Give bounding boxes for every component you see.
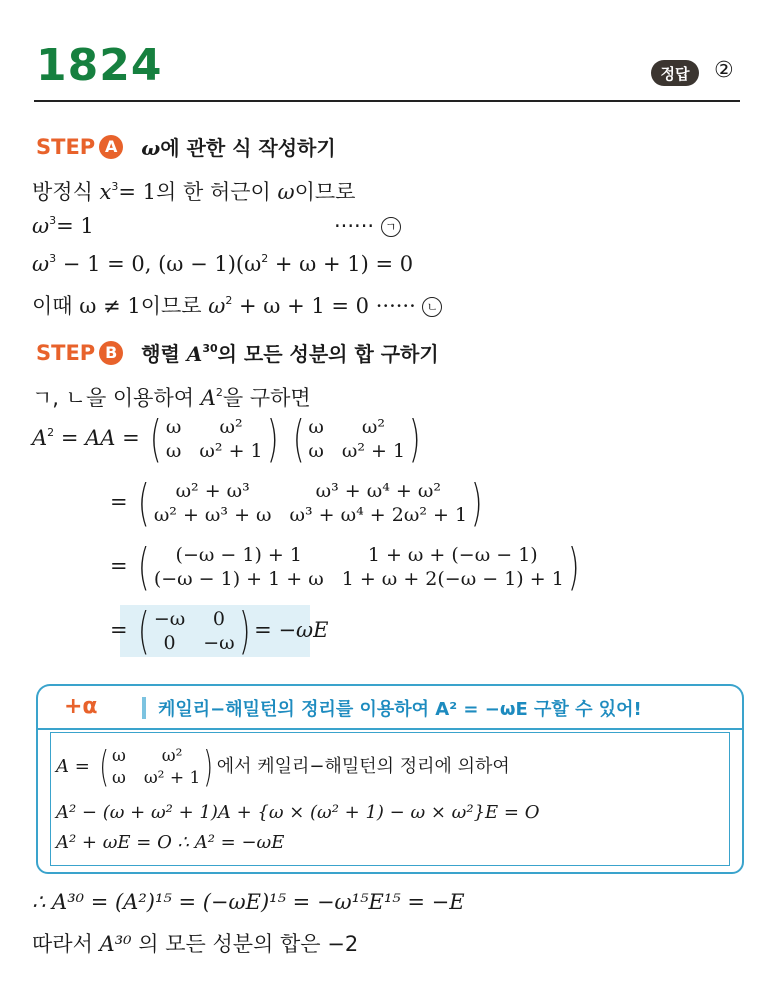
tip-line-1: A = ( ω ω² ω ω² + 1 ) 에서 케일리−해밀턴의 정리에 의하여 — [56, 742, 510, 791]
line-2: $\omega^3= 1$ — [32, 214, 94, 238]
marker-nieun: ㄴ — [422, 297, 442, 317]
matrix-a-copy: ( ω ω² ω ω² + 1 ) — [292, 410, 421, 468]
problem-number: 1824 — [36, 40, 163, 91]
result-line-2: 따라서 A³⁰ 의 모든 성분의 합은 −2 — [32, 932, 359, 956]
line-2-marker: ······ ㄱ — [334, 214, 401, 238]
calc-row-1: $A^2$ = AA = ( ω ω² ω ω² + 1 ) ( ω ω² ω ω² + 1 ) — [32, 414, 425, 464]
tip-line-3: A² + ωE = O ∴ A² = −ωE — [56, 832, 285, 853]
answer-badge: 정답 — [651, 60, 699, 86]
matrix-a: ( ω ω² ω ω² + 1 ) — [150, 410, 279, 468]
step-a-label: STEP — [36, 134, 96, 159]
tip-bar — [142, 697, 146, 719]
step-b-title: 의 모든 성분의 합 구하기 — [217, 342, 439, 366]
marker-giyeok: ㄱ — [381, 217, 401, 237]
matrix-product-1: ( ω² + ω³ ω³ + ω⁴ + ω² ω² + ω³ + ω ω³ + ω⁴ + 2ω² + 1 ) — [138, 474, 483, 532]
plus-alpha-badge: +α — [64, 694, 98, 719]
line-1: 방정식 $x^3= 1$의 한 허근이 ω이므로 — [32, 180, 356, 204]
matrix-product-2: ( (−ω − 1) + 1 1 + ω + (−ω − 1) (−ω − 1) + 1 + ω 1 + ω + 2(−ω − 1) + 1 ) — [138, 538, 580, 596]
step-b-label: STEP — [36, 340, 96, 365]
answer-value: ② — [714, 58, 734, 83]
step-a-title: 에 관한 식 작성하기 — [160, 136, 336, 160]
calc-row-3: = ( (−ω − 1) + 1 1 + ω + (−ω − 1) (−ω − 1) + 1 + ω 1 + ω + 2(−ω − 1) + 1 ) — [110, 542, 583, 592]
header-divider — [34, 100, 740, 102]
calc-intro: ㄱ, ㄴ을 이용하여 $A^2$을 구하면 — [32, 386, 311, 410]
step-b-heading: STEP B 행렬 $A^{30}$의 모든 성분의 합 구하기 — [36, 340, 439, 366]
step-a-heading — [36, 132, 336, 161]
tip-matrix: ( ω ω² ω ω² + 1 ) — [98, 742, 214, 791]
line-3: $\omega^3 - 1 = 0$, $(\omega - 1)(\omega^2 + \omega + 1) = 0$ — [32, 252, 414, 276]
line-4: 이때 ω ≠ 1이므로 $\omega^2 + \omega + 1 = 0$ ······ ㄴ — [32, 290, 442, 320]
step-a-omega: ω — [141, 136, 161, 160]
step-a-letter: A — [99, 135, 123, 159]
calc-row-4: = ( −ω 0 0 −ω ) = −ωE — [110, 602, 329, 660]
tip-title: 케일리−해밀턴의 정리를 이용하여 A² = −ωE 구할 수 있어! — [158, 699, 642, 720]
step-b-letter: B — [99, 341, 123, 365]
matrix-result: ( −ω 0 0 −ω ) — [138, 602, 251, 660]
result-line-1: ∴ A³⁰ = (A²)¹⁵ = (−ωE)¹⁵ = −ω¹⁵E¹⁵ = −E — [32, 890, 465, 914]
calc-row-2: = ( ω² + ω³ ω³ + ω⁴ + ω² ω² + ω³ + ω ω³ + ω⁴ + 2ω² + 1 ) — [110, 478, 487, 528]
tip-line-2: A² − (ω + ω² + 1)A + {ω × (ω² + 1) − ω × ω²}E = O — [56, 802, 540, 823]
